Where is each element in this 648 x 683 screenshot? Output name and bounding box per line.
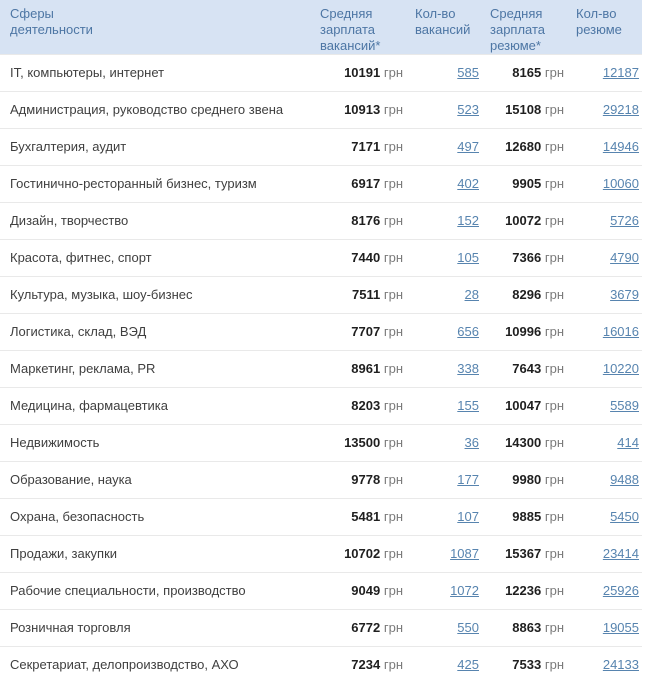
currency-label: грн (545, 324, 564, 339)
resume-count-cell (568, 240, 642, 277)
resume-count-link[interactable]: 29218 (603, 102, 639, 117)
currency-label: грн (384, 583, 403, 598)
table-row (0, 462, 642, 499)
currency-label: грн (545, 398, 564, 413)
vacancy-salary-value: 6917 (351, 176, 380, 191)
column-header-spheres (0, 0, 312, 55)
resume-count-link[interactable]: 9488 (610, 472, 639, 487)
column-header-vacancy-count-label: Кол-во вакансий (415, 6, 480, 38)
resume-count-cell (568, 314, 642, 351)
table-row (0, 388, 642, 425)
resume-count-link[interactable]: 3679 (610, 287, 639, 302)
currency-label: грн (545, 583, 564, 598)
vacancy-count-link[interactable]: 177 (457, 472, 479, 487)
resume-salary-cell (482, 203, 568, 240)
table-row (0, 129, 642, 166)
vacancy-count-cell (407, 129, 482, 166)
vacancy-salary-cell (312, 92, 407, 129)
resume-salary-cell (482, 55, 568, 92)
vacancy-salary-cell (312, 462, 407, 499)
resume-count-cell (568, 203, 642, 240)
table-row (0, 351, 642, 388)
vacancy-count-link[interactable]: 1087 (450, 546, 479, 561)
vacancy-count-cell (407, 573, 482, 610)
currency-label: грн (384, 620, 403, 635)
currency-label: грн (384, 398, 403, 413)
sphere-label: Бухгалтерия, аудит (0, 129, 312, 166)
currency-label: грн (545, 176, 564, 191)
resume-salary-value: 10047 (505, 398, 541, 413)
vacancy-salary-value: 7511 (352, 287, 380, 302)
currency-label: грн (545, 620, 564, 635)
currency-label: грн (384, 509, 403, 524)
resume-count-cell (568, 277, 642, 314)
resume-count-cell (568, 536, 642, 573)
vacancy-salary-cell (312, 536, 407, 573)
currency-label: грн (545, 657, 564, 672)
table-row (0, 92, 642, 129)
table-row (0, 166, 642, 203)
resume-count-cell (568, 647, 642, 683)
vacancy-salary-cell (312, 388, 407, 425)
vacancy-salary-value: 10913 (344, 102, 380, 117)
vacancy-count-link[interactable]: 523 (457, 102, 479, 117)
vacancy-salary-cell (312, 277, 407, 314)
vacancy-count-cell (407, 536, 482, 573)
vacancy-salary-value: 10191 (344, 65, 380, 80)
vacancy-salary-value: 9778 (351, 472, 380, 487)
vacancy-count-link[interactable]: 152 (457, 213, 479, 228)
resume-salary-cell (482, 129, 568, 166)
resume-salary-value: 9885 (512, 509, 541, 524)
resume-count-link[interactable]: 5589 (610, 398, 639, 413)
sphere-label: Секретариат, делопроизводство, АХО (0, 647, 312, 683)
resume-salary-cell (482, 573, 568, 610)
vacancy-salary-cell (312, 314, 407, 351)
sphere-label: Красота, фитнес, спорт (0, 240, 312, 277)
sphere-label: Администрация, руководство среднего звена (0, 92, 312, 129)
vacancy-count-link[interactable]: 107 (457, 509, 479, 524)
resume-salary-value: 8165 (512, 65, 541, 80)
vacancy-count-link[interactable]: 28 (465, 287, 479, 302)
vacancy-salary-value: 13500 (344, 435, 380, 450)
sphere-label: Рабочие специальности, производство (0, 573, 312, 610)
resume-count-link[interactable]: 25926 (603, 583, 639, 598)
resume-count-cell (568, 388, 642, 425)
vacancy-count-link[interactable]: 402 (457, 176, 479, 191)
sphere-label: Культура, музыка, шоу-бизнес (0, 277, 312, 314)
vacancy-count-cell (407, 277, 482, 314)
resume-salary-value: 8863 (512, 620, 541, 635)
column-header-resume-salary (482, 0, 568, 55)
resume-count-link[interactable]: 5450 (610, 509, 639, 524)
resume-count-link[interactable]: 12187 (603, 65, 639, 80)
vacancy-salary-value: 9049 (351, 583, 380, 598)
resume-salary-value: 7643 (512, 361, 541, 376)
vacancy-salary-value: 5481 (351, 509, 380, 524)
resume-salary-cell (482, 240, 568, 277)
currency-label: грн (384, 657, 403, 672)
vacancy-count-cell (407, 314, 482, 351)
resume-salary-cell (482, 166, 568, 203)
table-row (0, 203, 642, 240)
currency-label: грн (545, 65, 564, 80)
resume-count-link[interactable]: 19055 (603, 620, 639, 635)
resume-salary-value: 7366 (512, 250, 541, 265)
resume-salary-value: 9980 (512, 472, 541, 487)
vacancy-count-cell (407, 240, 482, 277)
vacancy-count-cell (407, 55, 482, 92)
currency-label: грн (384, 250, 403, 265)
table-row (0, 425, 642, 462)
resume-salary-cell (482, 351, 568, 388)
currency-label: грн (545, 472, 564, 487)
table-body (0, 55, 642, 683)
column-header-resume-count-label: Кол-во резюме (576, 6, 640, 38)
currency-label: грн (545, 250, 564, 265)
resume-salary-cell (482, 536, 568, 573)
sphere-label: IT, компьютеры, интернет (0, 55, 312, 92)
vacancy-salary-value: 6772 (351, 620, 380, 635)
table-row (0, 573, 642, 610)
sphere-label: Дизайн, творчество (0, 203, 312, 240)
currency-label: грн (384, 65, 403, 80)
resume-salary-cell (482, 314, 568, 351)
resume-count-cell (568, 166, 642, 203)
vacancy-salary-value: 8203 (351, 398, 380, 413)
vacancy-count-cell (407, 462, 482, 499)
sphere-label: Логистика, склад, ВЭД (0, 314, 312, 351)
vacancy-count-link[interactable]: 1072 (450, 583, 479, 598)
sphere-label: Недвижимость (0, 425, 312, 462)
vacancy-count-cell (407, 351, 482, 388)
vacancy-salary-value: 7707 (351, 324, 380, 339)
resume-salary-cell (482, 277, 568, 314)
vacancy-salary-value: 8176 (351, 213, 380, 228)
resume-salary-value: 15367 (505, 546, 541, 561)
resume-salary-cell (482, 388, 568, 425)
sphere-label: Охрана, безопасность (0, 499, 312, 536)
currency-label: грн (384, 546, 403, 561)
vacancy-count-link[interactable]: 497 (457, 139, 479, 154)
resume-count-cell (568, 92, 642, 129)
currency-label: грн (545, 546, 564, 561)
resume-count-link[interactable]: 5726 (610, 213, 639, 228)
table-header (0, 0, 642, 55)
resume-count-link[interactable]: 24133 (603, 657, 639, 672)
table-row (0, 499, 642, 536)
resume-count-cell (568, 351, 642, 388)
currency-label: грн (384, 139, 403, 154)
vacancy-salary-cell (312, 55, 407, 92)
vacancy-salary-cell (312, 573, 407, 610)
vacancy-count-link[interactable]: 36 (465, 435, 479, 450)
table-row (0, 55, 642, 92)
resume-salary-cell (482, 462, 568, 499)
column-header-resume-salary-label: Средняя зарплата резюме* (490, 6, 566, 54)
header-row (0, 0, 642, 55)
resume-salary-value: 10072 (505, 213, 541, 228)
resume-count-link[interactable]: 10220 (603, 361, 639, 376)
resume-count-cell (568, 573, 642, 610)
resume-count-cell (568, 610, 642, 647)
resume-count-link[interactable]: 14946 (603, 139, 639, 154)
resume-count-link[interactable]: 4790 (610, 250, 639, 265)
table-row (0, 314, 642, 351)
sphere-label: Продажи, закупки (0, 536, 312, 573)
currency-label: грн (545, 361, 564, 376)
vacancy-count-cell (407, 388, 482, 425)
column-header-spheres-label: Сферы деятельности (10, 6, 110, 38)
vacancy-salary-value: 7234 (351, 657, 380, 672)
column-header-vacancy-count (407, 0, 482, 55)
currency-label: грн (545, 139, 564, 154)
column-header-vacancy-salary-label: Средняя зарплата вакансий* (320, 6, 405, 54)
resume-count-cell (568, 425, 642, 462)
currency-label: грн (384, 435, 403, 450)
column-header-resume-count (568, 0, 642, 55)
currency-label: грн (545, 509, 564, 524)
vacancy-count-cell (407, 92, 482, 129)
resume-salary-cell (482, 425, 568, 462)
currency-label: грн (545, 213, 564, 228)
vacancy-salary-cell (312, 647, 407, 683)
resume-count-link[interactable]: 414 (617, 435, 639, 450)
vacancy-count-link[interactable]: 105 (457, 250, 479, 265)
currency-label: грн (384, 176, 403, 191)
sphere-label: Образование, наука (0, 462, 312, 499)
vacancy-salary-cell (312, 129, 407, 166)
vacancy-salary-value: 7171 (351, 139, 380, 154)
sphere-label: Гостинично-ресторанный бизнес, туризм (0, 166, 312, 203)
sphere-label: Розничная торговля (0, 610, 312, 647)
table-row (0, 536, 642, 573)
resume-salary-value: 12680 (505, 139, 541, 154)
vacancy-count-link[interactable]: 585 (457, 65, 479, 80)
resume-salary-value: 12236 (505, 583, 541, 598)
sphere-label: Медицина, фармацевтика (0, 388, 312, 425)
resume-count-link[interactable]: 10060 (603, 176, 639, 191)
table-row (0, 240, 642, 277)
resume-salary-value: 7533 (512, 657, 541, 672)
currency-label: грн (384, 287, 403, 302)
resume-salary-value: 8296 (512, 287, 541, 302)
vacancy-count-cell (407, 166, 482, 203)
resume-count-cell (568, 129, 642, 166)
sphere-label: Маркетинг, реклама, PR (0, 351, 312, 388)
table-row (0, 647, 642, 683)
vacancy-count-link[interactable]: 425 (457, 657, 479, 672)
resume-count-cell (568, 499, 642, 536)
vacancy-count-link[interactable]: 550 (457, 620, 479, 635)
resume-count-link[interactable]: 23414 (603, 546, 639, 561)
vacancy-salary-cell (312, 351, 407, 388)
vacancy-count-cell (407, 203, 482, 240)
vacancy-count-link[interactable]: 338 (457, 361, 479, 376)
currency-label: грн (384, 472, 403, 487)
resume-salary-cell (482, 647, 568, 683)
vacancy-count-cell (407, 425, 482, 462)
resume-count-link[interactable]: 16016 (603, 324, 639, 339)
currency-label: грн (545, 102, 564, 117)
vacancy-count-link[interactable]: 155 (457, 398, 479, 413)
currency-label: грн (384, 102, 403, 117)
currency-label: грн (545, 435, 564, 450)
vacancy-count-link[interactable]: 656 (457, 324, 479, 339)
resume-salary-cell (482, 92, 568, 129)
resume-salary-value: 10996 (505, 324, 541, 339)
vacancy-salary-cell (312, 203, 407, 240)
currency-label: грн (384, 324, 403, 339)
resume-salary-value: 9905 (512, 176, 541, 191)
vacancy-salary-value: 10702 (344, 546, 380, 561)
vacancy-salary-cell (312, 240, 407, 277)
vacancy-salary-cell (312, 166, 407, 203)
resume-salary-value: 15108 (505, 102, 541, 117)
vacancy-salary-value: 7440 (351, 250, 380, 265)
column-header-vacancy-salary (312, 0, 407, 55)
currency-label: грн (384, 361, 403, 376)
resume-salary-cell (482, 610, 568, 647)
vacancy-count-cell (407, 647, 482, 683)
resume-salary-value: 14300 (505, 435, 541, 450)
resume-salary-cell (482, 499, 568, 536)
vacancy-salary-cell (312, 425, 407, 462)
currency-label: грн (384, 213, 403, 228)
vacancy-count-cell (407, 499, 482, 536)
vacancy-salary-value: 8961 (351, 361, 380, 376)
currency-label: грн (545, 287, 564, 302)
vacancy-salary-cell (312, 610, 407, 647)
table-row (0, 277, 642, 314)
vacancy-salary-cell (312, 499, 407, 536)
resume-count-cell (568, 55, 642, 92)
resume-count-cell (568, 462, 642, 499)
table-row (0, 610, 642, 647)
vacancy-count-cell (407, 610, 482, 647)
